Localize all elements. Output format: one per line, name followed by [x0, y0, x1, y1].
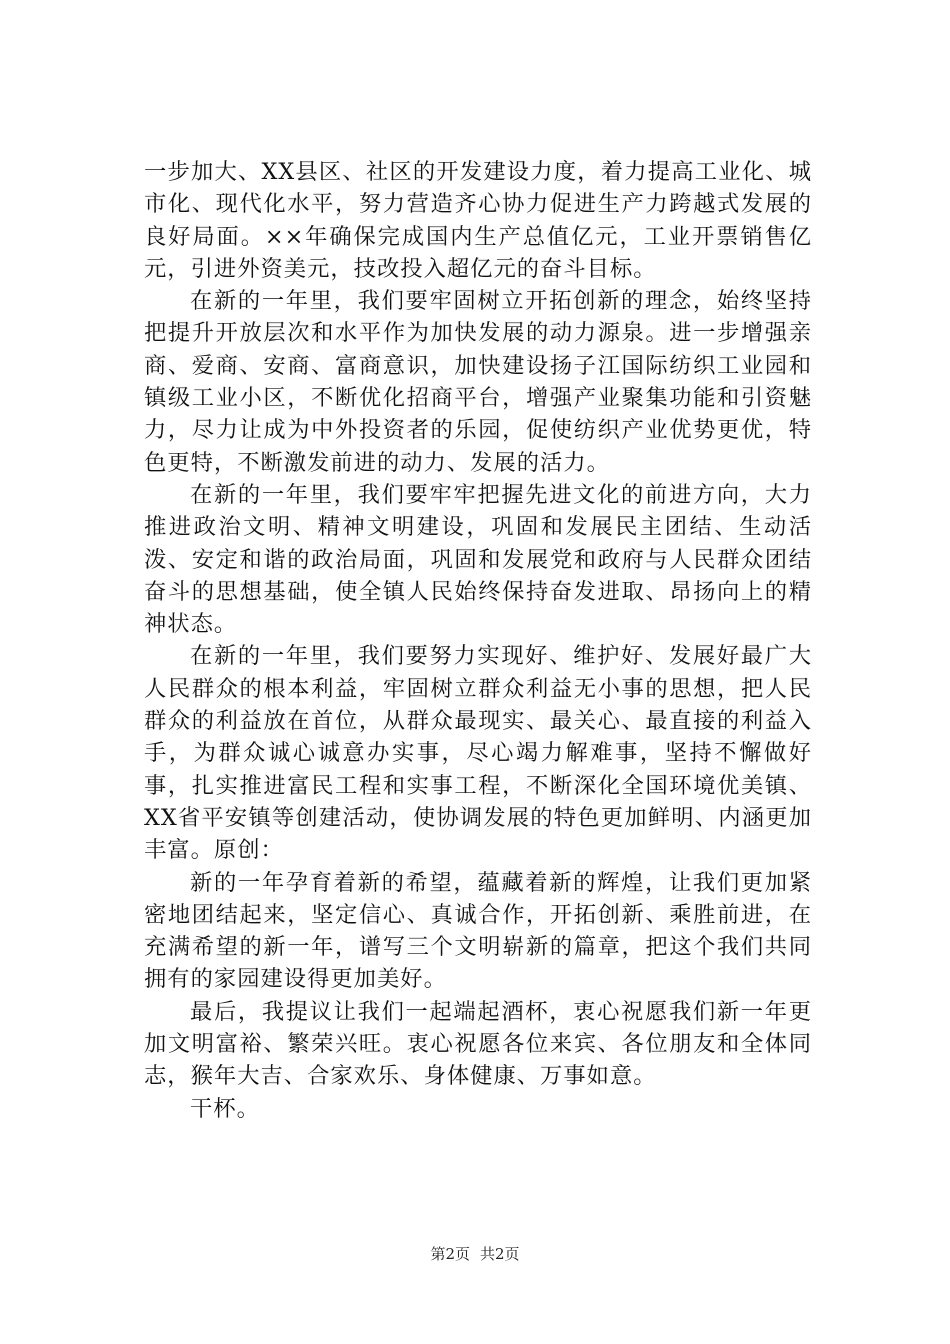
paragraph-2: 在新的一年里，我们要牢固树立开拓创新的理念，始终坚持把提升开放层次和水平作为加快发展的动力源泉。进一步增强亲商、爱商、安商、富商意识，加快建设扬子江国际纺织工业园和镇级工业小区，不断优化招商平台，增强产业聚集功能和引资魅力，尽力让成为中外投资者的乐园，促使纺织产业优势更优，特色更特，不断激发前进的动力、发展的活力。 — [144, 288, 812, 476]
page-number-total: 共2页 — [480, 1245, 520, 1263]
paragraph-4: 在新的一年里，我们要努力实现好、维护好、发展好最广大人民群众的根本利益，牢固树立群众利益无小事的思想，把人民群众的利益放在首位，从群众最现实、最关心、最直接的利益入手，为群众诚心诚意办实事，尽心竭力解难事，坚持不懈做好事，扎实推进富民工程和实事工程，不断深化全国环境优美镇、XX省平安镇等创建活动，使协调发展的特色更加鲜明、内涵更加丰富。原创： — [144, 643, 812, 864]
paragraph-1: 一步加大、XX县区、社区的开发建设力度，着力提高工业化、城市化、现代化水平，努力营造齐心协力促进生产力跨越式发展的良好局面。××年确保完成国内生产总值亿元，工业开票销售亿元，引进外资美元，技改投入超亿元的奋斗目标。 — [144, 159, 812, 282]
page-number-current: 第2页 — [430, 1245, 470, 1263]
paragraph-3: 在新的一年里，我们要牢牢把握先进文化的前进方向，大力推进政治文明、精神文明建设，巩固和发展民主团结、生动活泼、安定和谐的政治局面，巩固和发展党和政府与人民群众团结奋斗的思想基础，使全镇人民始终保持奋发进取、昂扬向上的精神状态。 — [144, 481, 812, 638]
paragraph-7: 干杯。 — [190, 1095, 260, 1122]
document-body — [144, 156, 812, 1125]
page-footer — [0, 1244, 950, 1264]
paragraph-6: 最后，我提议让我们一起端起酒杯，衷心祝愿我们新一年更加文明富裕、繁荣兴旺。衷心祝愿各位来宾、各位朋友和全体同志，猴年大吉、合家欢乐、身体健康、万事如意。 — [144, 998, 812, 1090]
paragraph-5: 新的一年孕育着新的希望，蕴藏着新的辉煌，让我们更加紧密地团结起来，坚定信心、真诚合作，开拓创新、乘胜前进，在充满希望的新一年，谱写三个文明崭新的篇章，把这个我们共同拥有的家园建设得更加美好。 — [144, 869, 812, 993]
